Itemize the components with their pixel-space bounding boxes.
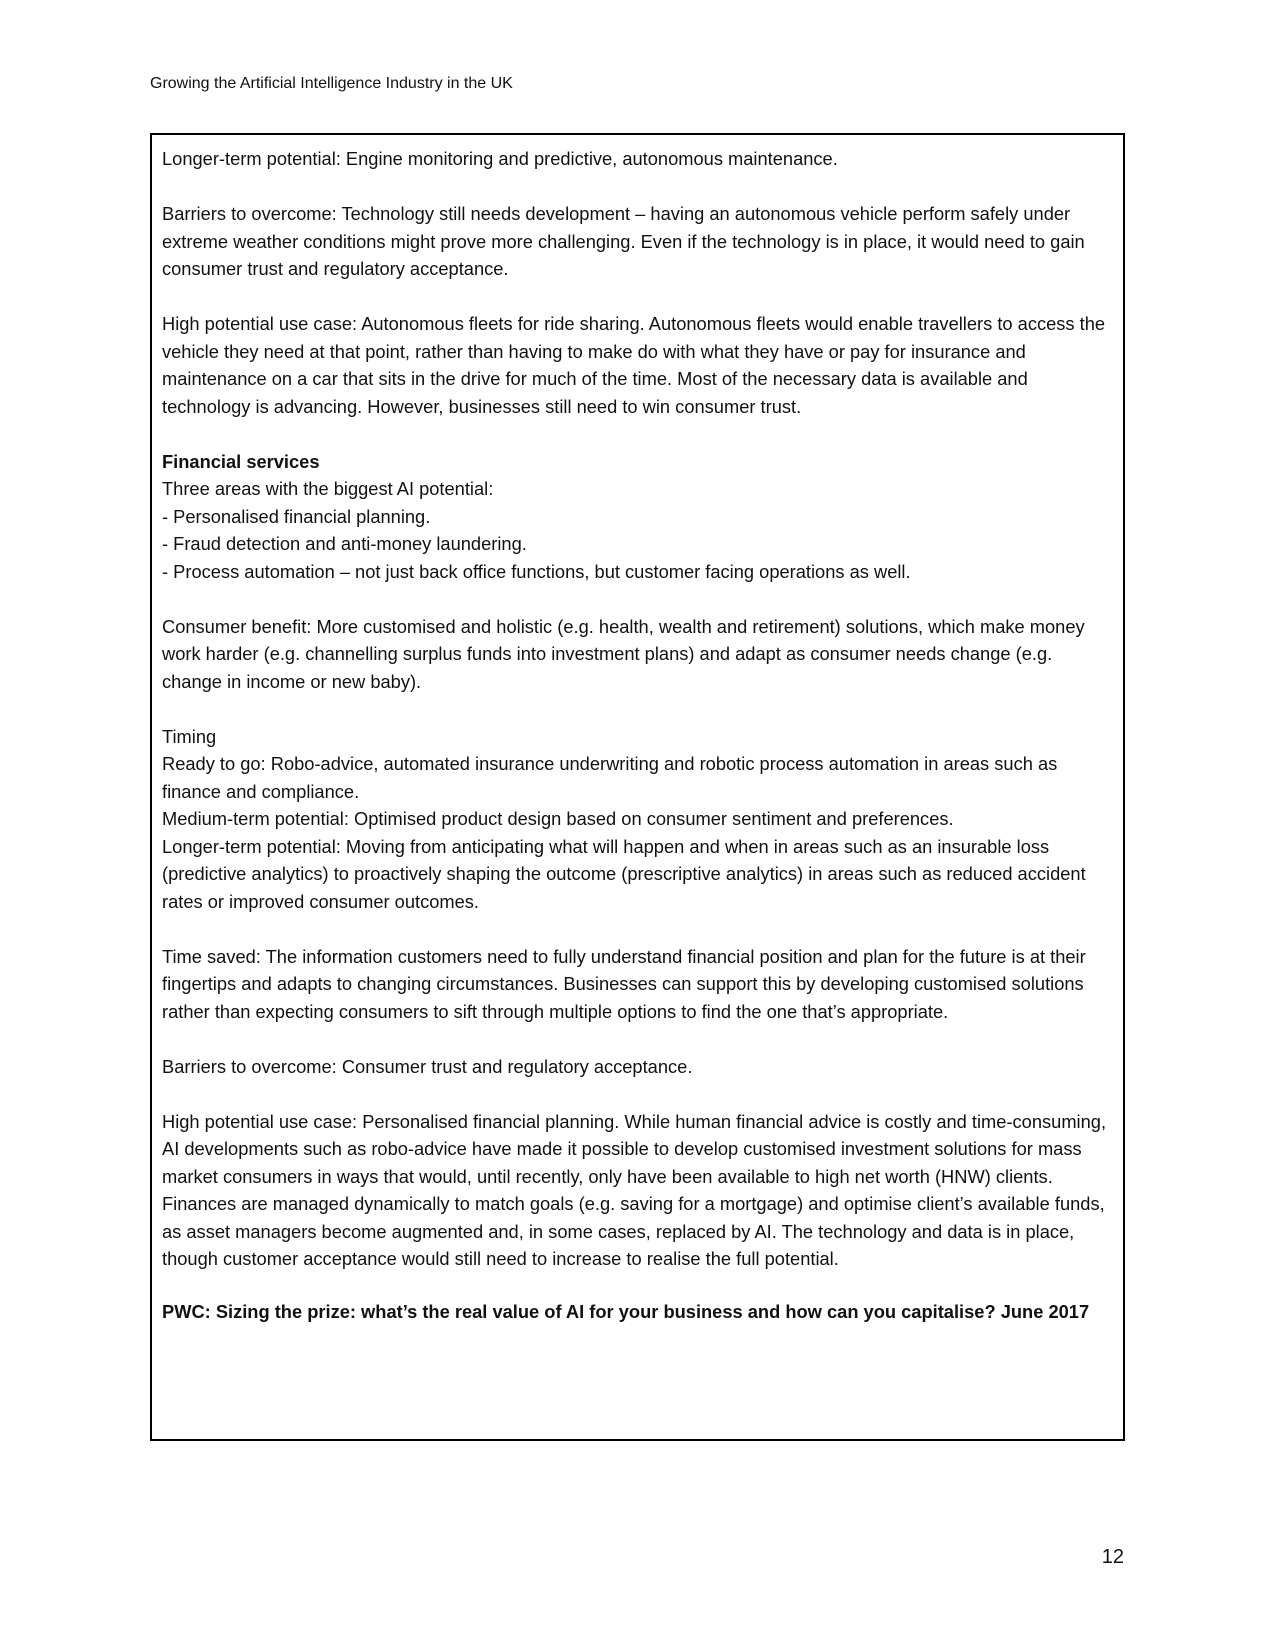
- paragraph-barriers-autonomous: Barriers to overcome: Technology still needs development – having an autonomous vehicle perform safely under extreme weather conditions might prove more challenging. Even if the technology is in place, it would need to gain consumer trust and regulatory acceptance.: [162, 203, 1085, 279]
- list-item: - Personalised financial planning.: [162, 505, 431, 527]
- spacer: [162, 283, 1113, 311]
- paragraph-longer-term-engine: Longer-term potential: Engine monitoring and predictive, autonomous maintenance.: [162, 148, 838, 169]
- running-header: Growing the Artificial Intelligence Industry in the UK: [150, 75, 513, 92]
- timing-label: Timing: [162, 725, 217, 747]
- section-heading-financial-services: Financial services: [162, 450, 320, 472]
- content-box: [150, 133, 1125, 1441]
- list-item: - Fraud detection and anti-money laundering.: [162, 533, 527, 554]
- paragraph-use-case-ride-sharing: High potential use case: Autonomous fleets for ride sharing. Autonomous fleets would enable travellers to access the vehicle they need at that point, rather than having to make do with what they have or pay for insurance and maintenance on a car that sits in the drive for much of the time. Most of the necessary data is available and technology is advancing. However, businesses still need to win consumer trust.: [162, 313, 1106, 417]
- page-number: 12: [1101, 1546, 1124, 1568]
- spacer: [162, 420, 1113, 448]
- source-citation: PWC: Sizing the prize: what’s the real value of AI for your business and how can you capitalise? June 2017: [162, 1301, 1090, 1322]
- spacer: [162, 695, 1113, 723]
- spacer: [162, 1273, 1113, 1301]
- paragraph-barriers-financial: Barriers to overcome: Consumer trust and regulatory acceptance.: [162, 1055, 693, 1077]
- list-item: - Process automation – not just back office functions, but customer facing operations as well.: [162, 560, 911, 582]
- spacer: [162, 1025, 1113, 1053]
- spacer: [162, 915, 1113, 943]
- paragraph-longer-term-financial: Longer-term potential: Moving from anticipating what will happen and when in areas such as an insurable loss (predictive analytics) to proactively shaping the outcome (prescriptive analytics) in areas such as reduced accident rates or improved consumer outcomes.: [162, 835, 1086, 912]
- paragraph-consumer-benefit: Consumer benefit: More customised and holistic (e.g. health, wealth and retirement) solutions, which make money work harder (e.g. channelling surplus funds into investment plans) and adapt as consumer needs change (e.g. change in income or new baby).: [162, 615, 1085, 692]
- financial-services-intro: Three areas with the biggest AI potential:: [162, 478, 494, 499]
- paragraph-time-saved: Time saved: The information customers need to fully understand financial position and plan for the future is at their fingertips and adapts to changing circumstances. Businesses can support this by developing customised solutions rather than expecting consumers to sift through multiple options to find the one that’s appropriate.: [162, 945, 1086, 1022]
- paragraph-use-case-financial-planning: High potential use case: Personalised financial planning. While human financial advice is costly and time-consuming, AI developments such as robo-advice have made it possible to develop customised investment solutions for mass market consumers in ways that would, until recently, only have been available to high net worth (HNW) clients. Finances are managed dynamically to match goals (e.g. saving for a mortgage) and optimise client’s available funds, as asset managers become augmented and, in some cases, replaced by AI. The technology and data is in place, though customer acceptance would still need to increase to realise the full potential.: [162, 1110, 1107, 1269]
- spacer: [162, 585, 1113, 613]
- paragraph-ready-to-go: Ready to go: Robo-advice, automated insurance underwriting and robotic process automation in areas such as finance and compliance.: [162, 753, 1058, 802]
- spacer: [162, 173, 1113, 201]
- spacer: [162, 1080, 1113, 1108]
- paragraph-medium-term: Medium-term potential: Optimised product design based on consumer sentiment and preferences.: [162, 808, 954, 829]
